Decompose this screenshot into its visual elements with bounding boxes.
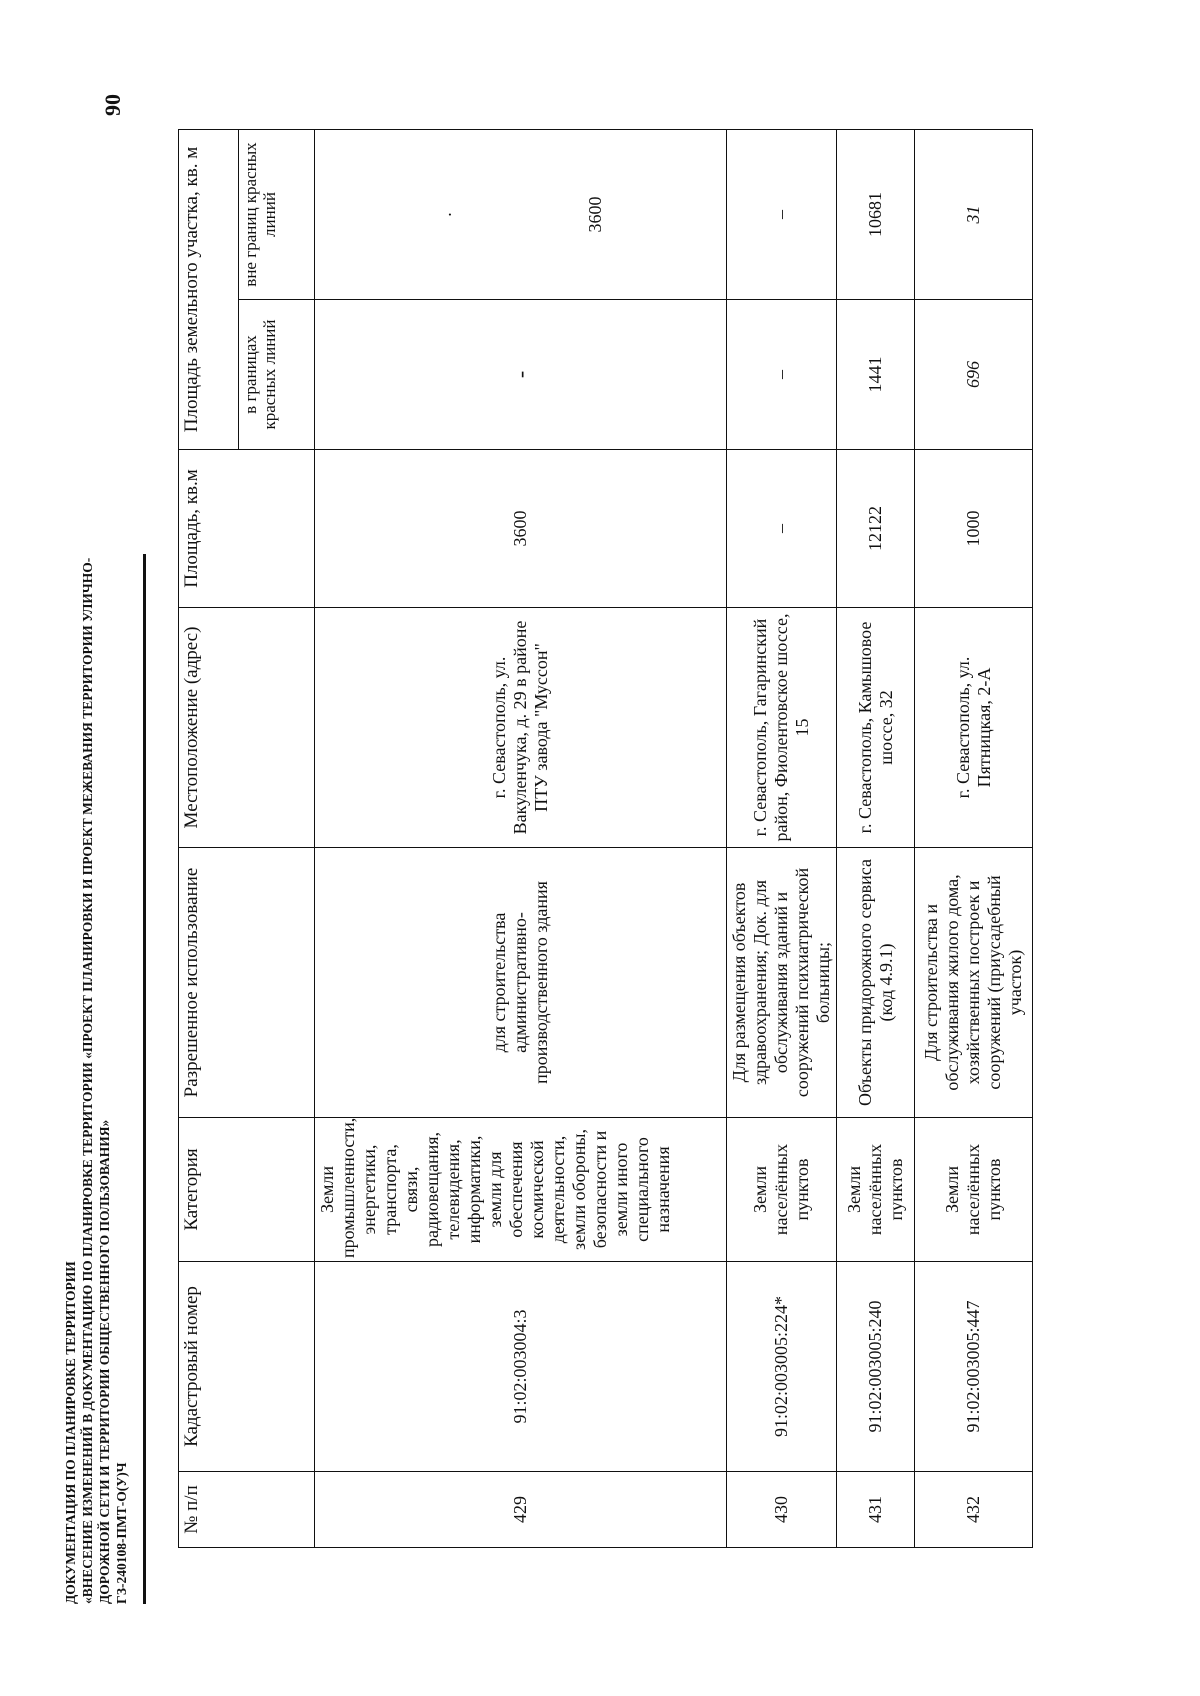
table-row — [837, 130, 915, 1548]
row-num: 432 — [915, 1472, 1033, 1548]
row-cadastral: 91:02:003005:224* — [727, 1262, 837, 1472]
header-rule — [143, 554, 146, 1604]
row-outside-mark: . — [435, 212, 455, 217]
row-outside: 10681 — [837, 130, 915, 300]
table-row — [727, 130, 837, 1548]
row-num: 430 — [727, 1472, 837, 1548]
row-outside: 31 — [915, 130, 1033, 300]
row-area: – — [727, 450, 837, 608]
row-category: Земли населённых пунктов — [915, 1118, 1033, 1262]
header-inside: в границах красных линий — [239, 300, 315, 450]
row-usage: Для размещения объектов здравоохранения; Док. для обслуживания зданий и сооружений психиатрической больницы; — [727, 848, 837, 1118]
row-cadastral: 91:02:003005:447 — [915, 1262, 1033, 1472]
row-outside — [315, 130, 727, 300]
row-outside-value: 3600 — [585, 196, 605, 233]
header-plot-area: Площадь земельного участка, кв. м — [179, 130, 239, 450]
row-category: Земли промышленности, энергетики, транспорта, связи, радиовещания, телевидения, информатики, земли для обеспечения космической деятельности, земли обороны, безопасности и земли иного специального назначения — [315, 1118, 727, 1262]
header-line-4: ГЗ-240108-ПМТ-О(У)Ч — [114, 1462, 129, 1604]
row-area: 3600 — [315, 450, 727, 608]
row-area: 12122 — [837, 450, 915, 608]
row-area: 1000 — [915, 450, 1033, 608]
header-usage: Разрешенное использование — [179, 848, 315, 1118]
row-location: г. Севастополь, Камышовое шоссе, 32 — [837, 608, 915, 848]
row-num: 429 — [315, 1472, 727, 1548]
row-inside: - — [315, 300, 727, 450]
header-category: Категория — [179, 1118, 315, 1262]
header-line-1: ДОКУМЕНТАЦИЯ ПО ПЛАНИРОВКЕ ТЕРРИТОРИИ — [63, 1261, 78, 1604]
row-num: 431 — [837, 1472, 915, 1548]
table-row — [315, 130, 727, 1548]
header-area: Площадь, кв.м — [179, 450, 315, 608]
row-cadastral: 91:02:003005:240 — [837, 1262, 915, 1472]
header-num: № п/п — [179, 1472, 315, 1548]
row-usage: для строительства административно-производственного здания — [315, 848, 727, 1118]
row-category: Земли населённых пунктов — [837, 1118, 915, 1262]
header-cadastral: Кадастровый номер — [179, 1262, 315, 1472]
table-row — [915, 130, 1033, 1548]
row-inside: 1441 — [837, 300, 915, 450]
row-cadastral: 91:02:003004:3 — [315, 1262, 727, 1472]
row-location: г. Севастополь, ул. Вакуленчука, д. 29 в районе ПТУ завода "Муссон" — [315, 608, 727, 848]
row-location: г. Севастополь, ул. Пятницкая, 2-А — [915, 608, 1033, 848]
row-inside: 696 — [915, 300, 1033, 450]
header-location: Местоположение (адрес) — [179, 608, 315, 848]
row-usage: Объекты придорожного сервиса (код 4.9.1) — [837, 848, 915, 1118]
row-usage: Для строительства и обслуживания жилого дома, хозяйственных построек и сооружений (приусадебный участок) — [915, 848, 1033, 1118]
row-outside: – — [727, 130, 837, 300]
header-line-2: «ВНЕСЕНИЕ ИЗМЕНЕНИЙ В ДОКУМЕНТАЦИЮ ПО ПЛАНИРОВКЕ ТЕРРИТОРИИ «ПРОЕКТ ПЛАНИРОВКИ И ПРОЕКТ МЕЖЕВАНИЯ ТЕРРИТОРИИ УЛИЧНО- — [80, 557, 95, 1604]
header-outside: вне границ красных линий — [239, 130, 315, 300]
row-category: Земли населённых пунктов — [727, 1118, 837, 1262]
page-number: 90 — [100, 94, 125, 116]
land-plots-table — [178, 129, 1033, 1548]
header-line-3: ДОРОЖНОЙ СЕТИ И ТЕРРИТОРИИ ОБЩЕСТВЕННОГО ПОЛЬЗОВАНИЯ» — [97, 1119, 112, 1604]
row-location: г. Севастополь, Гагаринский район, Фиолентовское шоссе, 15 — [727, 608, 837, 848]
row-inside: – — [727, 300, 837, 450]
document-header — [62, 558, 130, 1604]
